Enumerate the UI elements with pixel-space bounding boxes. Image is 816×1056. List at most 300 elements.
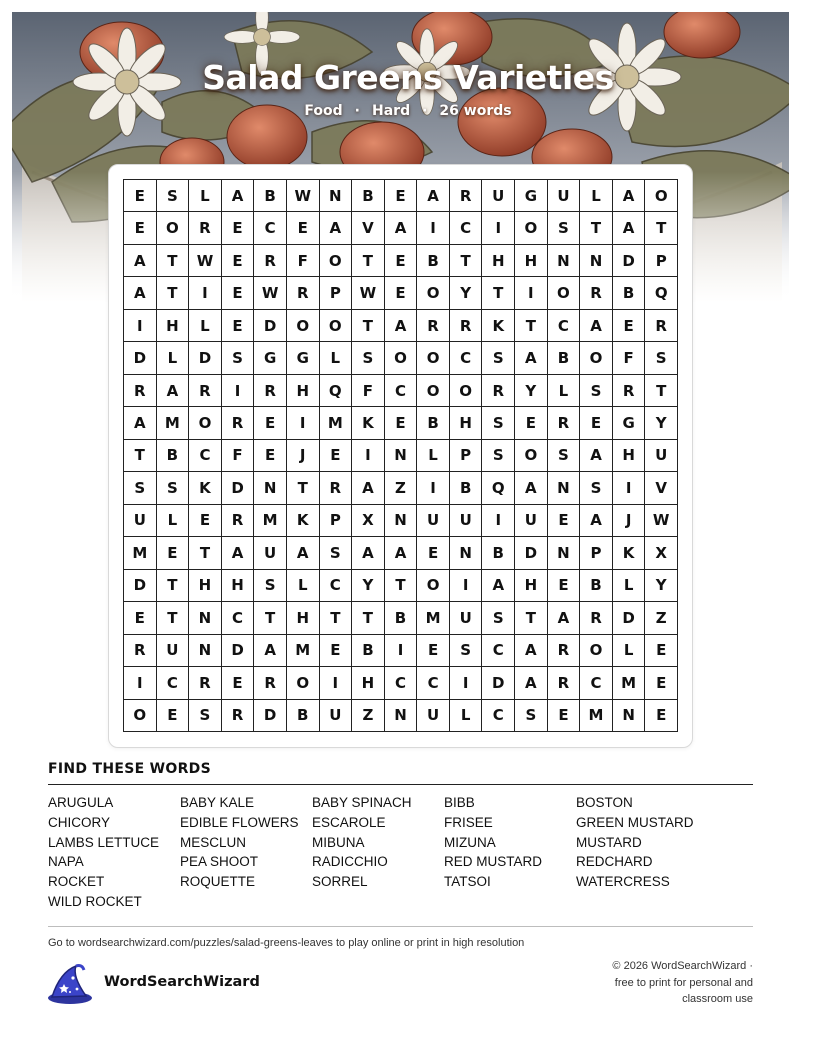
grid-cell[interactable]: B	[548, 342, 581, 374]
grid-cell[interactable]: N	[254, 472, 287, 504]
grid-cell[interactable]: U	[417, 505, 450, 537]
grid-cell[interactable]: D	[254, 700, 287, 732]
grid-cell[interactable]: H	[287, 602, 320, 634]
word-list-item: LAMBS LETTUCE	[48, 834, 160, 850]
grid-cell[interactable]: F	[287, 245, 320, 277]
grid-cell[interactable]: R	[189, 667, 222, 699]
grid-cell[interactable]: A	[482, 570, 515, 602]
grid-cell[interactable]: T	[189, 537, 222, 569]
grid-cell[interactable]: A	[515, 342, 548, 374]
grid-cell[interactable]: K	[613, 537, 646, 569]
grid-cell[interactable]: T	[124, 440, 157, 472]
grid-cell[interactable]: L	[189, 310, 222, 342]
grid-cell[interactable]: I	[515, 277, 548, 309]
grid-cell[interactable]: N	[385, 700, 418, 732]
grid-cell[interactable]: I	[417, 472, 450, 504]
grid-cell[interactable]: D	[124, 342, 157, 374]
grid-cell[interactable]: H	[613, 440, 646, 472]
grid-cell[interactable]: R	[189, 212, 222, 244]
grid-cell[interactable]: S	[352, 342, 385, 374]
grid-cell[interactable]: O	[320, 245, 353, 277]
grid-cell[interactable]: I	[287, 407, 320, 439]
grid-cell[interactable]: S	[482, 602, 515, 634]
grid-cell[interactable]: G	[613, 407, 646, 439]
grid-cell[interactable]: L	[287, 570, 320, 602]
grid-cell[interactable]: A	[287, 537, 320, 569]
grid-cell[interactable]: U	[515, 505, 548, 537]
grid-cell[interactable]: Q	[320, 375, 353, 407]
grid-cell[interactable]: B	[157, 440, 190, 472]
grid-cell[interactable]: B	[352, 635, 385, 667]
grid-cell[interactable]: O	[645, 180, 678, 212]
grid-cell[interactable]: T	[157, 245, 190, 277]
letter-grid[interactable]	[123, 179, 678, 732]
grid-cell[interactable]: E	[287, 212, 320, 244]
grid-cell[interactable]: E	[548, 700, 581, 732]
grid-cell[interactable]: O	[515, 212, 548, 244]
grid-cell[interactable]: E	[222, 667, 255, 699]
grid-cell[interactable]: I	[189, 277, 222, 309]
grid-cell[interactable]: N	[613, 700, 646, 732]
grid-cell[interactable]: U	[124, 505, 157, 537]
grid-cell[interactable]: B	[287, 700, 320, 732]
grid-cell[interactable]: R	[222, 700, 255, 732]
grid-cell[interactable]: M	[254, 505, 287, 537]
grid-cell[interactable]: W	[254, 277, 287, 309]
grid-cell[interactable]: H	[189, 570, 222, 602]
grid-cell[interactable]: E	[417, 635, 450, 667]
grid-cell[interactable]: O	[548, 277, 581, 309]
grid-cell[interactable]: I	[124, 667, 157, 699]
grid-cell[interactable]: W	[189, 245, 222, 277]
grid-cell[interactable]: E	[157, 700, 190, 732]
grid-cell[interactable]: E	[548, 570, 581, 602]
grid-cell[interactable]: N	[548, 472, 581, 504]
grid-cell[interactable]: L	[417, 440, 450, 472]
grid-cell[interactable]: R	[580, 277, 613, 309]
grid-cell[interactable]: N	[320, 180, 353, 212]
grid-cell[interactable]: R	[222, 505, 255, 537]
grid-cell[interactable]: A	[580, 310, 613, 342]
grid-cell[interactable]: T	[645, 375, 678, 407]
grid-cell[interactable]: A	[352, 472, 385, 504]
footer-url-text[interactable]: Go to wordsearchwizard.com/puzzles/salad-greens-leaves to play online or print in high resolution	[48, 937, 525, 949]
grid-cell[interactable]: R	[645, 310, 678, 342]
grid-cell[interactable]: U	[254, 537, 287, 569]
grid-cell[interactable]: U	[417, 700, 450, 732]
meta-separator: ·	[422, 103, 428, 119]
grid-cell[interactable]: T	[352, 245, 385, 277]
grid-cell[interactable]: R	[417, 310, 450, 342]
grid-cell[interactable]: E	[222, 212, 255, 244]
grid-cell[interactable]: H	[515, 570, 548, 602]
grid-cell[interactable]: L	[613, 635, 646, 667]
grid-cell[interactable]: E	[189, 505, 222, 537]
grid-cell[interactable]: I	[124, 310, 157, 342]
grid-cell[interactable]: L	[157, 505, 190, 537]
grid-cell[interactable]: T	[157, 277, 190, 309]
grid-cell[interactable]: B	[385, 602, 418, 634]
grid-cell[interactable]: N	[385, 505, 418, 537]
grid-cell[interactable]: U	[450, 505, 483, 537]
grid-cell[interactable]: E	[580, 407, 613, 439]
grid-cell[interactable]: F	[222, 440, 255, 472]
grid-cell[interactable]: T	[385, 570, 418, 602]
grid-cell[interactable]: I	[320, 667, 353, 699]
grid-cell[interactable]: R	[450, 180, 483, 212]
grid-cell[interactable]: I	[450, 570, 483, 602]
grid-cell[interactable]: H	[515, 245, 548, 277]
grid-cell[interactable]: O	[157, 212, 190, 244]
grid-cell[interactable]: B	[613, 277, 646, 309]
grid-cell[interactable]: S	[157, 472, 190, 504]
grid-cell[interactable]: C	[450, 342, 483, 374]
grid-cell[interactable]: S	[580, 472, 613, 504]
grid-cell[interactable]: S	[124, 472, 157, 504]
grid-cell[interactable]: C	[385, 375, 418, 407]
grid-cell[interactable]: S	[320, 537, 353, 569]
grid-cell[interactable]: R	[124, 635, 157, 667]
grid-cell[interactable]: N	[189, 602, 222, 634]
grid-cell[interactable]: K	[189, 472, 222, 504]
grid-cell[interactable]: O	[385, 342, 418, 374]
grid-cell[interactable]: Y	[450, 277, 483, 309]
grid-cell[interactable]: I	[482, 505, 515, 537]
grid-cell[interactable]: A	[613, 212, 646, 244]
grid-cell[interactable]: D	[482, 667, 515, 699]
grid-cell[interactable]: R	[320, 472, 353, 504]
grid-cell[interactable]: I	[417, 212, 450, 244]
grid-cell[interactable]: G	[515, 180, 548, 212]
grid-cell[interactable]: N	[450, 537, 483, 569]
grid-cell[interactable]: T	[482, 277, 515, 309]
grid-cell[interactable]: Z	[645, 602, 678, 634]
grid-cell[interactable]: E	[320, 635, 353, 667]
grid-cell[interactable]: C	[482, 635, 515, 667]
grid-cell[interactable]: S	[482, 342, 515, 374]
grid-cell[interactable]: I	[450, 667, 483, 699]
grid-cell[interactable]: B	[254, 180, 287, 212]
grid-cell[interactable]: C	[222, 602, 255, 634]
grid-cell[interactable]: T	[450, 245, 483, 277]
grid-cell[interactable]: T	[352, 602, 385, 634]
grid-cell[interactable]: J	[613, 505, 646, 537]
grid-cell[interactable]: A	[222, 180, 255, 212]
grid-cell[interactable]: B	[482, 537, 515, 569]
grid-cell[interactable]: C	[482, 700, 515, 732]
grid-cell[interactable]: L	[580, 180, 613, 212]
grid-cell[interactable]: V	[645, 472, 678, 504]
grid-cell[interactable]: O	[450, 375, 483, 407]
difficulty-label: Hard	[372, 103, 411, 119]
grid-cell[interactable]: A	[515, 667, 548, 699]
grid-cell[interactable]: M	[287, 635, 320, 667]
grid-cell[interactable]: E	[222, 245, 255, 277]
grid-cell[interactable]: T	[580, 212, 613, 244]
grid-cell[interactable]: T	[254, 602, 287, 634]
grid-cell[interactable]: C	[385, 667, 418, 699]
grid-cell[interactable]: E	[254, 407, 287, 439]
grid-cell[interactable]: E	[548, 505, 581, 537]
grid-cell[interactable]: S	[645, 342, 678, 374]
grid-cell[interactable]: I	[482, 212, 515, 244]
grid-cell[interactable]: W	[645, 505, 678, 537]
grid-cell[interactable]: T	[287, 472, 320, 504]
grid-cell[interactable]: S	[580, 375, 613, 407]
grid-cell[interactable]: Y	[352, 570, 385, 602]
grid-cell[interactable]: T	[352, 310, 385, 342]
brand-name[interactable]: WordSearchWizard	[104, 974, 260, 990]
grid-cell[interactable]: R	[482, 375, 515, 407]
grid-cell[interactable]: A	[580, 505, 613, 537]
grid-cell[interactable]: T	[157, 602, 190, 634]
grid-cell[interactable]: J	[287, 440, 320, 472]
grid-cell[interactable]: K	[482, 310, 515, 342]
grid-cell[interactable]: M	[320, 407, 353, 439]
grid-cell[interactable]: L	[320, 342, 353, 374]
grid-cell[interactable]: A	[157, 375, 190, 407]
grid-cell[interactable]: E	[645, 700, 678, 732]
grid-cell[interactable]: D	[515, 537, 548, 569]
grid-cell[interactable]: A	[385, 537, 418, 569]
grid-cell[interactable]: M	[124, 537, 157, 569]
grid-cell[interactable]: E	[222, 310, 255, 342]
grid-cell[interactable]: D	[189, 342, 222, 374]
grid-cell[interactable]: N	[385, 440, 418, 472]
grid-cell[interactable]: A	[613, 180, 646, 212]
grid-cell[interactable]: B	[417, 245, 450, 277]
grid-cell[interactable]: P	[645, 245, 678, 277]
grid-cell[interactable]: X	[645, 537, 678, 569]
grid-cell[interactable]: Z	[352, 700, 385, 732]
grid-cell[interactable]: A	[515, 635, 548, 667]
grid-cell[interactable]: W	[287, 180, 320, 212]
grid-cell[interactable]: I	[352, 440, 385, 472]
grid-cell[interactable]: S	[548, 212, 581, 244]
grid-cell[interactable]: M	[580, 700, 613, 732]
grid-cell[interactable]: O	[189, 407, 222, 439]
grid-cell[interactable]: E	[417, 537, 450, 569]
grid-cell[interactable]: A	[124, 407, 157, 439]
grid-cell[interactable]: T	[515, 602, 548, 634]
grid-cell[interactable]: S	[548, 440, 581, 472]
grid-cell[interactable]: S	[515, 700, 548, 732]
word-list-item: WILD ROCKET	[48, 893, 142, 909]
grid-cell[interactable]: U	[450, 602, 483, 634]
grid-cell[interactable]: G	[287, 342, 320, 374]
grid-cell[interactable]: S	[482, 440, 515, 472]
grid-cell[interactable]: R	[613, 375, 646, 407]
grid-cell[interactable]: H	[157, 310, 190, 342]
grid-cell[interactable]: I	[613, 472, 646, 504]
grid-cell[interactable]: S	[450, 635, 483, 667]
grid-cell[interactable]: Z	[385, 472, 418, 504]
grid-cell[interactable]: A	[385, 310, 418, 342]
grid-cell[interactable]: L	[157, 342, 190, 374]
grid-cell[interactable]: F	[352, 375, 385, 407]
grid-cell[interactable]: R	[548, 407, 581, 439]
grid-cell[interactable]: A	[548, 602, 581, 634]
grid-cell[interactable]: S	[189, 700, 222, 732]
grid-cell[interactable]: H	[287, 375, 320, 407]
grid-cell[interactable]: E	[320, 440, 353, 472]
grid-cell[interactable]: I	[222, 375, 255, 407]
grid-cell[interactable]: I	[385, 635, 418, 667]
grid-cell[interactable]: D	[222, 472, 255, 504]
grid-cell[interactable]: U	[645, 440, 678, 472]
grid-cell[interactable]: U	[482, 180, 515, 212]
word-list-item: GREEN MUSTARD	[576, 814, 694, 830]
grid-cell[interactable]: W	[352, 277, 385, 309]
grid-cell[interactable]: B	[352, 180, 385, 212]
grid-cell[interactable]: A	[320, 212, 353, 244]
grid-cell[interactable]: Y	[515, 375, 548, 407]
grid-cell[interactable]: T	[515, 310, 548, 342]
grid-cell[interactable]: O	[417, 375, 450, 407]
grid-cell[interactable]: B	[417, 407, 450, 439]
grid-cell[interactable]: H	[222, 570, 255, 602]
grid-cell[interactable]: D	[124, 570, 157, 602]
grid-cell[interactable]: X	[352, 505, 385, 537]
grid-cell[interactable]: Y	[645, 570, 678, 602]
word-list-item: PEA SHOOT	[180, 854, 259, 870]
grid-cell[interactable]: B	[450, 472, 483, 504]
grid-cell[interactable]: E	[515, 407, 548, 439]
grid-cell[interactable]: E	[124, 602, 157, 634]
grid-cell[interactable]: R	[254, 375, 287, 407]
grid-cell[interactable]: Y	[645, 407, 678, 439]
grid-cell[interactable]: О	[287, 667, 320, 699]
grid-cell[interactable]: K	[352, 407, 385, 439]
grid-cell[interactable]: N	[548, 245, 581, 277]
grid-cell[interactable]: T	[320, 602, 353, 634]
grid-cell[interactable]: P	[320, 277, 353, 309]
grid-cell[interactable]: E	[157, 537, 190, 569]
grid-cell[interactable]: T	[157, 570, 190, 602]
grid-cell[interactable]: P	[450, 440, 483, 472]
grid-cell[interactable]: R	[189, 375, 222, 407]
grid-cell[interactable]: C	[548, 310, 581, 342]
grid-cell[interactable]: S	[157, 180, 190, 212]
grid-cell[interactable]: M	[157, 407, 190, 439]
grid-cell[interactable]: O	[124, 700, 157, 732]
grid-cell[interactable]: U	[548, 180, 581, 212]
grid-cell[interactable]: Q	[645, 277, 678, 309]
grid-cell[interactable]: K	[287, 505, 320, 537]
word-list-item: RED MUSTARD	[444, 854, 543, 870]
grid-cell[interactable]: A	[385, 212, 418, 244]
grid-cell[interactable]: O	[515, 440, 548, 472]
grid-cell[interactable]: E	[124, 180, 157, 212]
grid-cell[interactable]: A	[515, 472, 548, 504]
grid-cell[interactable]: D	[222, 635, 255, 667]
grid-cell[interactable]: B	[580, 570, 613, 602]
grid-cell[interactable]: R	[222, 407, 255, 439]
grid-cell[interactable]: P	[580, 537, 613, 569]
grid-cell[interactable]: A	[352, 537, 385, 569]
grid-cell[interactable]: O	[417, 277, 450, 309]
grid-cell[interactable]: E	[124, 212, 157, 244]
grid-cell[interactable]: H	[450, 407, 483, 439]
grid-cell[interactable]: P	[320, 505, 353, 537]
grid-cell[interactable]: U	[320, 700, 353, 732]
word-list-item: MESCLUN	[180, 834, 247, 850]
grid-cell[interactable]: L	[548, 375, 581, 407]
grid-cell[interactable]: A	[254, 635, 287, 667]
grid-cell[interactable]: R	[254, 667, 287, 699]
grid-cell[interactable]: C	[417, 667, 450, 699]
grid-cell[interactable]: A	[417, 180, 450, 212]
grid-cell[interactable]: R	[124, 375, 157, 407]
grid-cell[interactable]: R	[548, 667, 581, 699]
grid-cell[interactable]: C	[580, 667, 613, 699]
grid-cell[interactable]: N	[189, 635, 222, 667]
grid-cell[interactable]: E	[385, 245, 418, 277]
grid-cell[interactable]: S	[254, 570, 287, 602]
grid-cell[interactable]: E	[222, 277, 255, 309]
grid-cell[interactable]: E	[385, 407, 418, 439]
grid-cell[interactable]: O	[417, 342, 450, 374]
grid-cell[interactable]: D	[613, 245, 646, 277]
grid-cell[interactable]: U	[157, 635, 190, 667]
grid-cell[interactable]: L	[189, 180, 222, 212]
grid-cell[interactable]: D	[613, 602, 646, 634]
grid-cell[interactable]: T	[645, 212, 678, 244]
grid-cell[interactable]: C	[320, 570, 353, 602]
grid-cell[interactable]: R	[580, 602, 613, 634]
grid-cell[interactable]: G	[254, 342, 287, 374]
grid-cell[interactable]: S	[222, 342, 255, 374]
grid-cell[interactable]: H	[482, 245, 515, 277]
grid-cell[interactable]: L	[450, 700, 483, 732]
grid-cell[interactable]: V	[352, 212, 385, 244]
grid-cell[interactable]: N	[580, 245, 613, 277]
grid-cell[interactable]: A	[124, 277, 157, 309]
grid-cell[interactable]: R	[254, 245, 287, 277]
grid-cell[interactable]: N	[548, 537, 581, 569]
grid-cell[interactable]: O	[417, 570, 450, 602]
grid-cell[interactable]: R	[548, 635, 581, 667]
grid-cell[interactable]: A	[124, 245, 157, 277]
grid-cell[interactable]: E	[385, 277, 418, 309]
grid-cell[interactable]: R	[287, 277, 320, 309]
grid-cell[interactable]: M	[417, 602, 450, 634]
grid-cell[interactable]: Q	[482, 472, 515, 504]
grid-cell[interactable]: D	[254, 310, 287, 342]
grid-cell[interactable]: E	[645, 667, 678, 699]
grid-cell[interactable]: C	[254, 212, 287, 244]
grid-cell[interactable]: O	[580, 342, 613, 374]
grid-cell[interactable]: E	[645, 635, 678, 667]
grid-cell[interactable]: F	[613, 342, 646, 374]
grid-cell[interactable]: O	[320, 310, 353, 342]
grid-cell[interactable]: A	[580, 440, 613, 472]
grid-cell[interactable]: H	[352, 667, 385, 699]
grid-cell[interactable]: C	[157, 667, 190, 699]
grid-cell[interactable]: E	[254, 440, 287, 472]
grid-cell[interactable]: L	[613, 570, 646, 602]
grid-cell[interactable]: E	[385, 180, 418, 212]
grid-cell[interactable]: C	[189, 440, 222, 472]
grid-cell[interactable]: S	[482, 407, 515, 439]
grid-cell[interactable]: M	[613, 667, 646, 699]
grid-cell[interactable]: E	[613, 310, 646, 342]
grid-cell[interactable]: R	[450, 310, 483, 342]
grid-cell[interactable]: O	[287, 310, 320, 342]
grid-cell[interactable]: O	[580, 635, 613, 667]
grid-cell[interactable]: C	[450, 212, 483, 244]
grid-cell[interactable]: A	[222, 537, 255, 569]
